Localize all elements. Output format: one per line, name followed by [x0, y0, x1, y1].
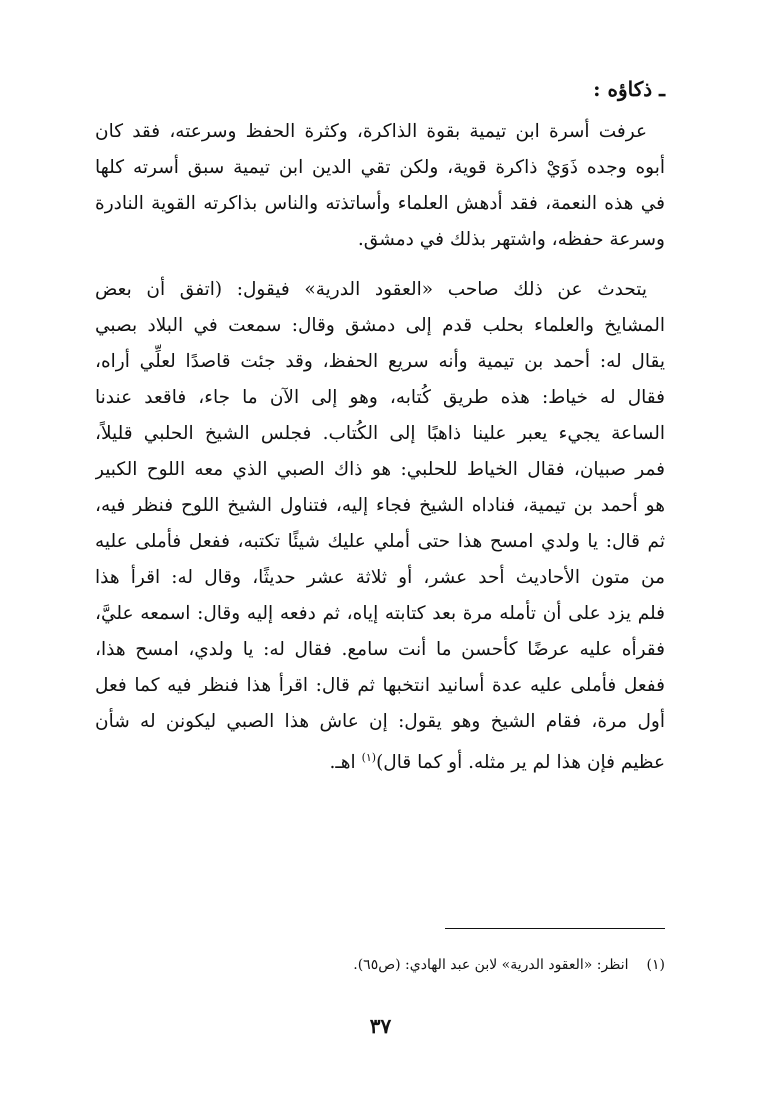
paragraph-2-line-4: فقال له خياط: هذه طريق كُتابه، وهو إلى الآن ما جاء، فاقعد عندنا [95, 387, 665, 408]
footnote-separator [445, 928, 665, 929]
footnote [353, 953, 665, 977]
footnote-text: انظر: «العقود الدرية» لابن عبد الهادي: (ص٦٥). [353, 957, 629, 973]
page-number: ٣٧ [369, 1014, 392, 1038]
paragraph-2-line-14-end: اهـ. [329, 752, 362, 774]
paragraph-2-line-8: ثم قال: يا ولدي امسح هذا حتى أملي عليك شيئًا تكتبه، ففعل فأملى عليه [95, 531, 665, 552]
paragraph-1-line-1: عرفت أسرة ابن تيمية بقوة الذاكرة، وكثرة الحفظ وسرعته، فقد كان [95, 121, 647, 142]
paragraph-1-line-3: في هذه النعمة، فقد أدهش العلماء وأساتذته والناس بذاكرته القوية النادرة [95, 193, 665, 214]
paragraph-2-line-12: ففعل فأملى عليه عدة أسانيد انتخبها ثم قال: اقرأ هذا فنظر فيه كما فعل [95, 675, 665, 696]
paragraph-2-line-14 [95, 740, 665, 776]
paragraph-gap [95, 258, 665, 272]
paragraph-2-line-6: فمر صبيان، فقال الخياط للحلبي: هو ذاك الصبي الذي معه اللوح الكبير [95, 459, 665, 480]
paragraph-2-line-13: أول مرة، فقام الشيخ وهو يقول: إن عاش هذا الصبي ليكونن له شأن [95, 711, 665, 732]
footnote-number: (١) [646, 957, 665, 973]
paragraph-1-line-4: وسرعة حفظه، واشتهر بذلك في دمشق. [357, 229, 665, 250]
paragraph-2-line-1: يتحدث عن ذلك صاحب «العقود الدرية» فيقول: (اتفق أن بعض [95, 279, 647, 300]
paragraph-2-line-9: من متون الأحاديث أحد عشر، أو ثلاثة عشر حديثًا، وقال له: اقرأ هذا [95, 567, 665, 588]
paragraph-2-line-14-text: عظيم فإن هذا لم ير مثله. أو كما قال) [376, 752, 665, 774]
paragraph-2-line-11: فقرأه عليه عرضًا كأحسن ما أنت سامع. فقال له: يا ولدي، امسح هذا، [95, 639, 665, 660]
paragraph-2-line-7: هو أحمد بن تيمية، فناداه الشيخ فجاء إليه، فتناول الشيخ اللوح فنظر فيه، [95, 495, 665, 516]
section-heading: ـ ذكاؤه : [593, 77, 665, 101]
paragraph-1-line-2: أبوه وجده ذَوَيْ ذاكرة قوية، ولكن تقي الدين ابن تيمية سبق أسرته كلها [95, 157, 665, 178]
body-text [95, 114, 665, 776]
paragraph-2-line-10: فلم يزد على أن تأمله مرة بعد كتابته إياه، ثم دفعه إليه وقال: اسمعه عليَّ، [95, 603, 665, 624]
paragraph-2-line-3: يقال له: أحمد بن تيمية وأنه سريع الحفظ، وقد جئت قاصدًا لعلِّي أراه، [95, 351, 665, 372]
paragraph-2-line-2: المشايخ والعلماء بحلب قدم إلى دمشق وقال: سمعت في البلاد بصبي [95, 315, 665, 336]
footnote-reference[interactable]: (١) [361, 751, 377, 764]
paragraph-2-line-5: الساعة يجيء يعبر علينا ذاهبًا إلى الكُتاب. فجلس الشيخ الحلبي قليلاً، [95, 423, 665, 444]
